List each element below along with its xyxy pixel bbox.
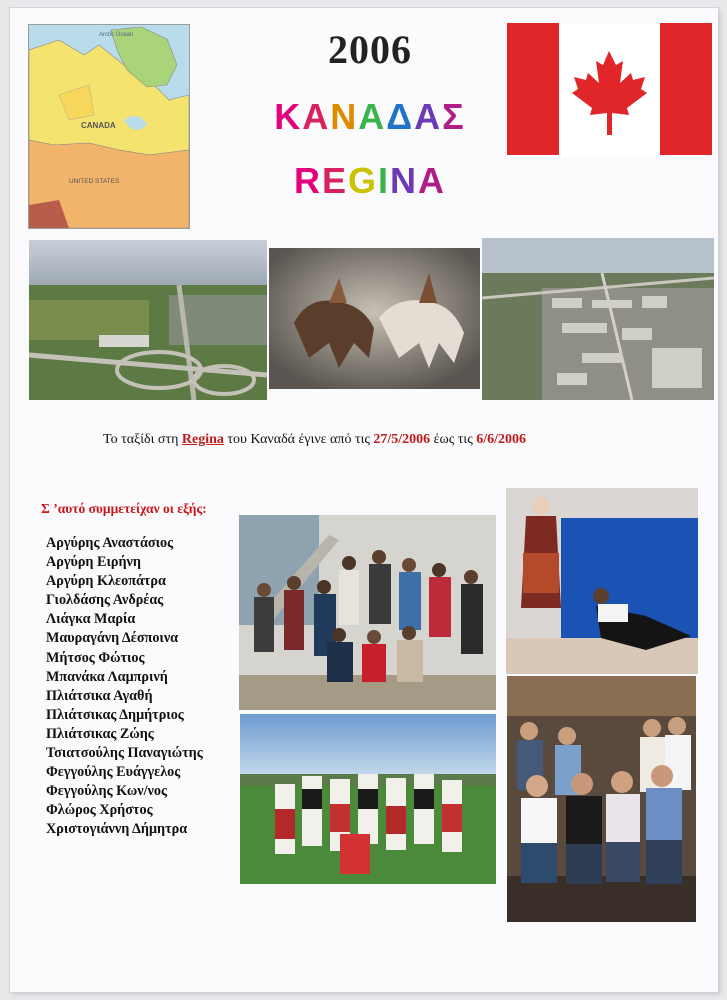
participant-name: Φεγγούλης Κων/νος — [46, 783, 167, 800]
horse-riders-photo — [269, 248, 480, 389]
participant-name: Πλιάτσικα Αγαθή — [46, 687, 153, 704]
title-letter: Α — [358, 96, 387, 137]
map-label-usa: UNITED STATES — [69, 178, 120, 185]
participant-name: Αργύρη Ειρήνη — [46, 554, 141, 571]
title-letter: N — [390, 160, 419, 201]
title-letter: Δ — [386, 96, 415, 137]
participant-name: Τσιατσούλης Παναγιώτης — [46, 745, 203, 762]
trip-description — [103, 432, 526, 448]
group-men-photo — [507, 676, 696, 922]
trip-city: Regina — [181, 432, 224, 447]
dance-group-outdoor-photo — [240, 714, 496, 884]
participant-name: Αργύρης Αναστάσιος — [46, 535, 174, 551]
title-letter: Ν — [330, 96, 359, 137]
album-page — [10, 8, 718, 992]
canada-map — [28, 24, 190, 229]
participant-name: Μπανάκα Λαμπρινή — [46, 668, 168, 685]
map-label-canada: CANADA — [81, 121, 116, 130]
participant-name: Πλιάτσικας Ζώης — [46, 725, 154, 742]
aerial-city-photo — [482, 238, 714, 400]
participant-name: Γιολδάσης Ανδρέας — [46, 592, 164, 609]
participant-name: Αργύρη Κλεοπάτρα — [46, 573, 166, 590]
country-title — [250, 96, 490, 138]
trip-middle: του Καναδά έγινε από τις — [227, 432, 370, 447]
trip-prefix: Το ταξίδι στη — [103, 432, 179, 447]
trip-between: έως τις — [433, 432, 473, 447]
group-photo-stairs — [239, 515, 496, 710]
participant-name: Λιάγκα Μαρία — [46, 611, 136, 628]
title-letter: I — [378, 160, 391, 201]
participant-name: Φλώρος Χρήστος — [46, 802, 153, 819]
title-letter: Α — [302, 96, 331, 137]
participant-name: Πλιάτσικας Δημήτριος — [46, 706, 184, 723]
participants-list — [46, 534, 203, 840]
title-letter: G — [347, 160, 378, 201]
canada-flag — [507, 23, 712, 155]
title-letter: A — [418, 160, 447, 201]
trip-date-to: 6/6/2006 — [476, 432, 527, 447]
title-letter: Α — [414, 96, 443, 137]
trip-date-from: 27/5/2006 — [373, 432, 431, 447]
city-title — [250, 160, 490, 202]
participant-name: Φεγγούλης Ευάγγελος — [46, 764, 181, 781]
participant-name: Μαυραγάνη Δέσποινα — [46, 630, 179, 647]
participant-name: Μήτσος Φώτιος — [46, 649, 145, 666]
year-title: 2006 — [328, 27, 412, 72]
map-label-ocean: Arctic Ocean — [99, 32, 134, 38]
participant-name: Χριστογιάννη Δήμητρα — [46, 821, 188, 838]
title-letter: R — [293, 160, 322, 201]
title-letter: Κ — [274, 96, 303, 137]
title-letter: E — [321, 160, 348, 201]
aerial-highway-photo — [29, 240, 267, 400]
title-letter: Σ — [442, 96, 466, 137]
participants-heading: Σ ’αυτό συμμετείχαν οι εξής: — [41, 501, 207, 516]
stage-dance-photo — [506, 488, 698, 674]
